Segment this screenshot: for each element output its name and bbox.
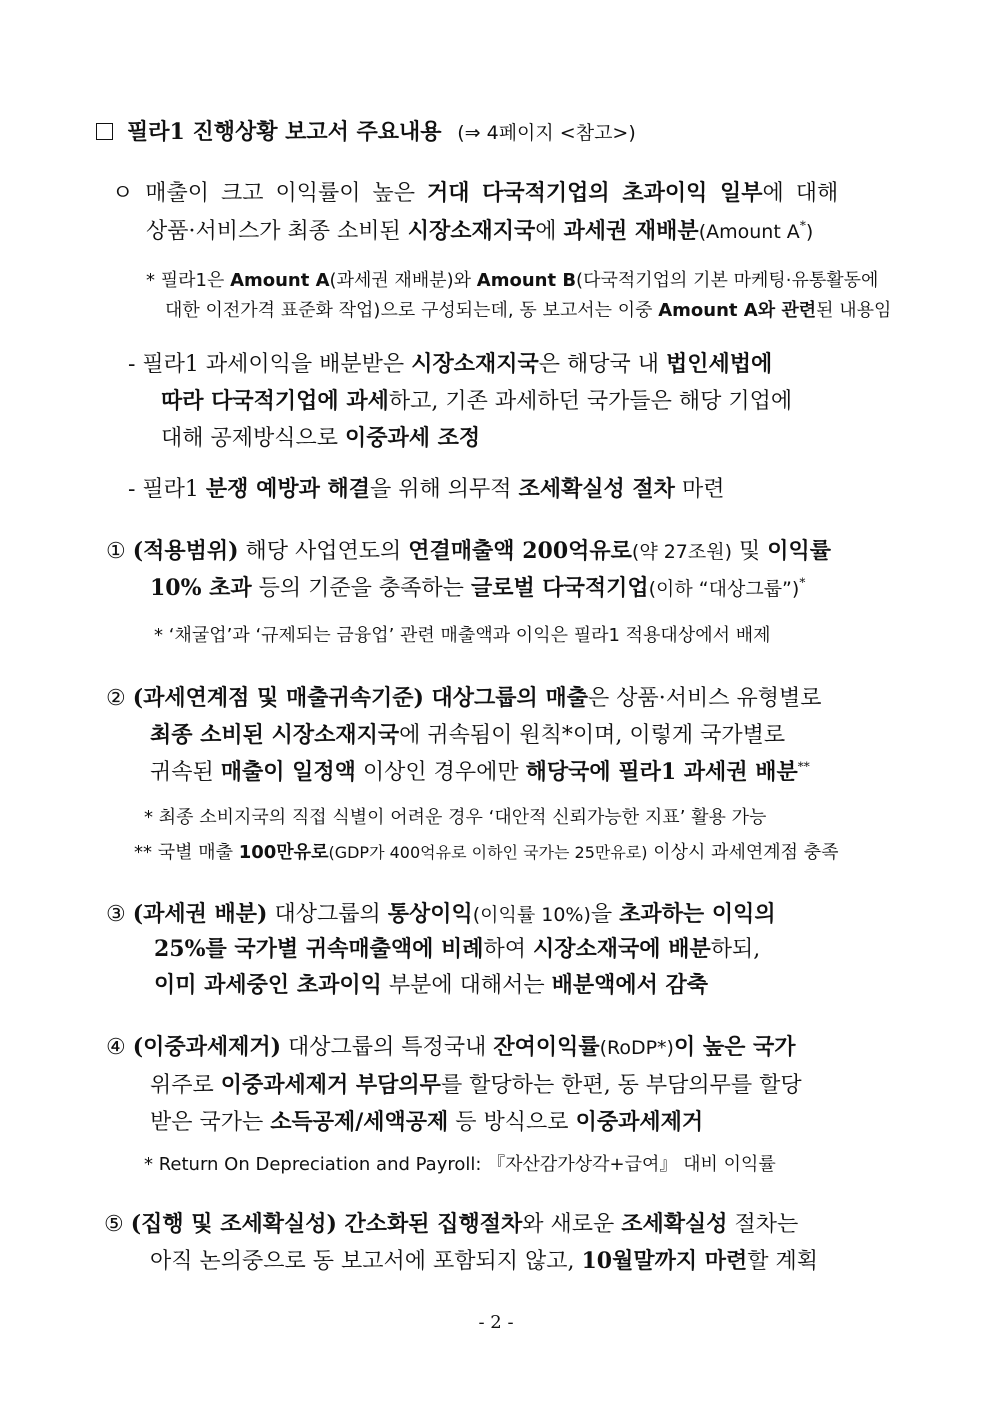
page-number: - 2 -: [478, 1312, 514, 1333]
text-run-bold: 따라 다국적기업에 과세: [161, 388, 389, 414]
text-run: 이상인 경우에만: [355, 760, 526, 785]
text-run: 대한 이전가격 표준화 작업)으로 구성되는데, 동 보고서는 이중: [165, 300, 659, 321]
text-run: 마련: [674, 477, 725, 502]
text-run-bold: (적용범위): [132, 538, 239, 564]
checkbox-square-icon: [96, 123, 113, 140]
note-line2: [165, 298, 891, 324]
item2-line2: [150, 720, 785, 751]
text-run: 귀속된: [150, 760, 221, 785]
text-run: (이익률 10%): [472, 904, 591, 926]
dash-item1-line2: [161, 386, 792, 417]
text-run-bold: (과세권 배분): [132, 901, 268, 927]
dash-item1-line1: [128, 349, 772, 380]
text-run: * Return On Depreciation and Payroll: 『자산감가상각+급여』 대비 이익률: [144, 1154, 776, 1175]
dash-item2: [128, 474, 724, 505]
text-run: 에 귀속됨이 원칙*이며, 이렇게 국가별로: [399, 723, 786, 748]
text-run: 하여: [483, 937, 534, 962]
text-run-bold: 법인세법에: [665, 351, 773, 377]
text-run: ③: [106, 902, 133, 927]
text-run: 를 할당하는 한편, 동 부담의무를 할당: [440, 1073, 802, 1098]
text-run-bold: 이중과세제거: [575, 1109, 704, 1135]
text-run: 을: [590, 902, 620, 927]
text-run-bold: 해당국에 필라1 과세권 배분: [525, 759, 798, 785]
text-run-bold: (집행 및 조세확실성) 간소화된 집행절차: [130, 1211, 523, 1237]
item4-line2: [150, 1070, 802, 1101]
text-run-bold: 이중과세제거 부담의무: [220, 1072, 441, 1098]
item4-line3: [150, 1107, 703, 1138]
note-line1: [146, 268, 878, 294]
text-run: (이하 “대상그룹”): [648, 578, 800, 600]
heading-reference: (⇒ 4페이지 <참고>): [457, 122, 636, 144]
text-run-bold: Amount A와 관련: [658, 300, 817, 321]
note-line3: [154, 623, 770, 649]
item2-line3: [150, 757, 810, 788]
text-run: 등 방식으로: [448, 1110, 576, 1135]
text-run-bold: 조세확실성: [621, 1211, 728, 1237]
text-run: 이상시 과세연계점 충족: [647, 842, 839, 863]
text-run: 상품·서비스가 최종 소비된: [146, 219, 408, 244]
text-run-bold: 시장소재지국: [407, 218, 536, 244]
text-run: 대상그룹의: [267, 902, 388, 927]
item5-line1: [104, 1209, 798, 1240]
text-run: - 필라1: [128, 477, 206, 502]
text-run-bold: 글로벌 다국적기업: [470, 575, 649, 601]
section-heading: [96, 117, 636, 148]
text-run-bold: 이 높은 국가: [673, 1034, 796, 1060]
text-run-bold: 초과하는 이익의: [619, 901, 776, 927]
item4-line1: [106, 1032, 796, 1063]
text-run: 하고, 기존 과세하던 국가들은 해당 기업에: [388, 389, 793, 414]
text-run: ④: [106, 1035, 133, 1060]
text-run: ** 국별 매출: [134, 842, 239, 863]
text-run: 및: [732, 539, 768, 564]
text-run-bold: 매출이 일정액: [220, 759, 356, 785]
heading-title: 필라1 진행상황 보고서 주요내용: [127, 119, 442, 145]
text-run: (과세권 재배분)와: [329, 270, 477, 291]
text-run-bold: 연결매출액 200억유로: [408, 538, 632, 564]
item3-line3: [154, 970, 708, 1001]
text-run: 을 위해 의무적: [370, 477, 519, 502]
text-run-bold: Amount B: [476, 270, 577, 291]
footnote-marker: *: [799, 575, 806, 590]
text-run: * ‘채굴업’과 ‘규제되는 금융업’ 관련 매출액과 이익은 필라1 적용대상에서 배제: [154, 625, 771, 646]
text-run: 하되,: [710, 937, 761, 962]
text-run-bold: 100만유로: [238, 842, 329, 863]
text-run: (약 27조원): [631, 541, 733, 563]
text-run: ㅇ 매출이 크고 이익률이 높은: [112, 181, 427, 206]
text-run: ⑤: [104, 1212, 131, 1237]
item2-line1: [106, 683, 821, 714]
text-run: 대상그룹의 특정국내: [281, 1035, 494, 1060]
text-run: 받은 국가는: [150, 1110, 271, 1135]
note-line4: [144, 805, 766, 831]
text-run: 와 새로운: [522, 1212, 622, 1237]
text-run: (RoDP*): [599, 1037, 674, 1059]
text-run-bold: 최종 소비된 시장소재지국: [150, 722, 400, 748]
text-run: 에 대해: [762, 181, 839, 206]
text-run-bold: 거대 다국적기업의 초과이익 일부: [427, 180, 763, 206]
text-run: 대해 공제방식으로: [161, 426, 346, 451]
text-run-bold: 10% 초과: [150, 575, 252, 601]
text-run-bold: 이중과세 조정: [345, 425, 481, 451]
text-run: 은 해당국 내: [538, 352, 666, 377]
text-run: (Amount A: [698, 221, 800, 243]
item3-line1: [106, 899, 776, 930]
text-run-bold: 시장소재국에 배분: [533, 936, 711, 962]
footnote-marker: **: [797, 759, 810, 774]
dash-item1-line3: [161, 423, 480, 454]
text-run: 위주로: [150, 1073, 221, 1098]
bullet-o-line1: [112, 178, 838, 209]
text-run: 할 계획: [747, 1249, 819, 1274]
text-run: ①: [106, 539, 133, 564]
item5-line2: [150, 1246, 818, 1277]
text-run-bold: 이미 과세중인 초과이익: [154, 972, 382, 998]
text-run: (GDP가 400억유로 이하인 국가는 25만유로): [328, 843, 648, 862]
text-run: 된 내용임: [816, 300, 892, 321]
text-run-bold: (과세연계점 및 매출귀속기준) 대상그룹의 매출: [132, 685, 588, 711]
text-run: 절차는: [727, 1212, 799, 1237]
text-run: ②: [106, 686, 133, 711]
item1-line2: [150, 573, 805, 604]
text-run-bold: (이중과세제거): [132, 1034, 282, 1060]
text-run-bold: 조세확실성 절차: [518, 476, 675, 502]
text-run: (다국적기업의 기본 마케팅·유통활동에: [576, 270, 879, 291]
text-run: * 최종 소비지국의 직접 식별이 어려운 경우 ‘대안적 신뢰가능한 지표’ 활용 가능: [144, 807, 767, 828]
text-run-bold: 배분액에서 감축: [551, 972, 709, 998]
text-run: - 필라1 과세이익을 배분받은: [128, 352, 412, 377]
text-run: 부분에 대해서는: [381, 973, 552, 998]
text-run-bold: 과세권 재배분: [563, 218, 699, 244]
text-run: 해당 사업연도의: [238, 539, 409, 564]
text-run: 에: [535, 219, 564, 244]
item1-line1: [106, 536, 831, 567]
footnote-marker: *: [799, 218, 806, 233]
text-run-bold: 분쟁 예방과 해결: [205, 476, 371, 502]
item3-line2: [154, 934, 760, 965]
text-run-bold: 25%를 국가별 귀속매출액에 비례: [154, 936, 484, 962]
note-line5: [134, 840, 839, 866]
text-run-bold: 통상이익: [387, 901, 473, 927]
text-run-bold: 잔여이익률: [493, 1034, 600, 1060]
text-run: 은 상품·서비스 유형별로: [587, 686, 822, 711]
text-run: 등의 기준을 충족하는: [251, 576, 471, 601]
text-run: 아직 논의중으로 동 보고서에 포함되지 않고,: [150, 1249, 582, 1274]
note-line6: [144, 1152, 776, 1178]
text-run-bold: 10월말까지 마련: [581, 1248, 748, 1274]
text-run-bold: Amount A: [230, 270, 330, 291]
text-run: * 필라1은: [146, 270, 231, 291]
text-run: ): [805, 221, 814, 243]
text-run-bold: 이익률: [767, 538, 832, 564]
bullet-o-line2: [146, 216, 813, 247]
text-run-bold: 소득공제/세액공제: [270, 1109, 449, 1135]
text-run-bold: 시장소재지국: [411, 351, 539, 377]
